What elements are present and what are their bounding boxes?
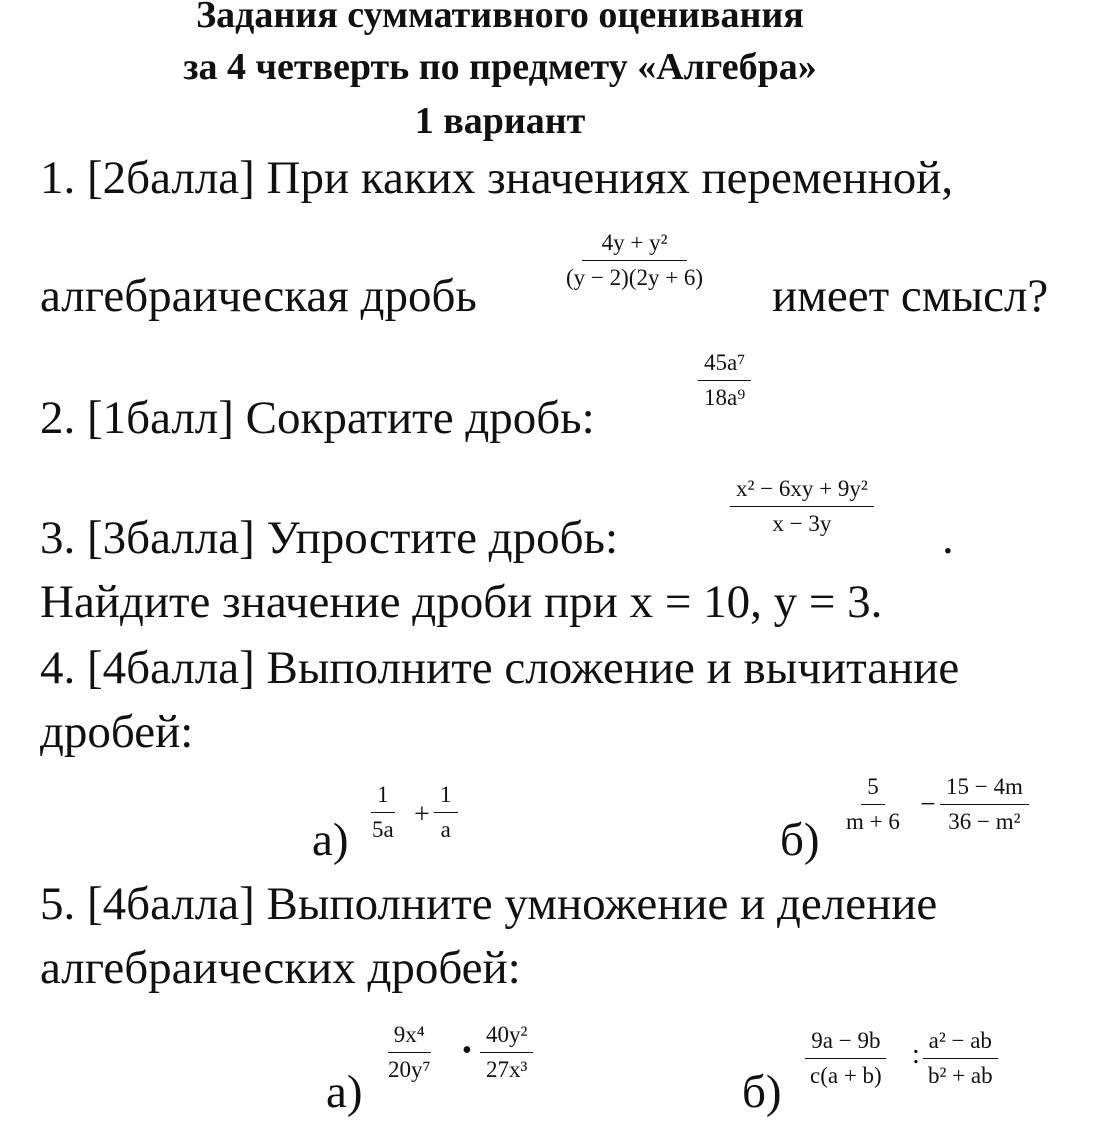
task2-fraction bbox=[698, 348, 751, 413]
header-title-line2: за 4 четверть по предмету «Алгебра» bbox=[183, 46, 817, 88]
task4-a-fraction1 bbox=[366, 780, 400, 845]
task2-fraction-numerator: 45a⁷ bbox=[698, 348, 751, 381]
task4-b-fraction2-denominator: 36 − m² bbox=[948, 809, 1021, 834]
task4-a-fraction1-denominator: 5a bbox=[372, 817, 394, 842]
task5-b-fraction2-numerator: a² − ab bbox=[923, 1026, 998, 1059]
task4-a-fraction2 bbox=[434, 780, 458, 845]
task2-fraction-denominator: 18a⁹ bbox=[704, 385, 746, 410]
task5-a-fraction2-numerator: 40y² bbox=[480, 1020, 533, 1053]
task1-question: 1. [2балла] При каких значениях переменной, bbox=[40, 152, 954, 204]
task1-text-prefix: алгебраическая дробь bbox=[40, 270, 477, 322]
task3-period: . bbox=[942, 512, 954, 564]
task2-question: 2. [1балл] Сократите дробь: bbox=[40, 392, 595, 444]
task1-text-suffix: имеет смысл? bbox=[772, 270, 1049, 322]
task1-fraction-numerator: 4y + y² bbox=[582, 228, 688, 261]
task4-a-label: а) bbox=[312, 814, 349, 866]
task4-a-fraction1-numerator: 1 bbox=[371, 780, 395, 813]
task4-a-operator: + bbox=[414, 799, 430, 830]
task4-b-fraction1 bbox=[840, 772, 906, 837]
task5-b-label: б) bbox=[742, 1066, 782, 1118]
task5-a-label: а) bbox=[326, 1066, 363, 1118]
task1-fraction bbox=[560, 228, 709, 293]
task5-b-fraction1-numerator: 9a − 9b bbox=[805, 1026, 886, 1059]
task4-question-cont: дробей: bbox=[40, 706, 194, 758]
task5-b-fraction1-denominator: c(a + b) bbox=[810, 1063, 882, 1088]
task3-fraction-numerator: x² − 6xy + 9y² bbox=[730, 474, 874, 507]
task3-fraction bbox=[730, 474, 874, 539]
task4-b-fraction1-numerator: 5 bbox=[861, 772, 885, 805]
task4-b-label: б) bbox=[780, 814, 820, 866]
task5-a-fraction2 bbox=[480, 1020, 533, 1085]
task5-question-cont: алгебраических дробей: bbox=[40, 942, 521, 994]
task4-b-fraction2-numerator: 15 − 4m bbox=[940, 772, 1029, 805]
task1-fraction-denominator: (y − 2)(2y + 6) bbox=[566, 265, 704, 290]
task5-a-fraction1-numerator: 9x⁴ bbox=[388, 1020, 431, 1053]
task4-b-fraction1-denominator: m + 6 bbox=[846, 809, 900, 834]
task5-question: 5. [4балла] Выполните умножение и деление bbox=[40, 878, 938, 930]
task5-a-operator: • bbox=[462, 1035, 472, 1066]
task3-evaluate: Найдите значение дроби при x = 10, y = 3. bbox=[40, 576, 883, 628]
task3-fraction-denominator: x − 3y bbox=[772, 511, 832, 536]
task4-a-fraction2-denominator: a bbox=[440, 817, 451, 842]
task5-b-operator: : bbox=[912, 1039, 920, 1070]
task4-b-operator: − bbox=[920, 789, 936, 820]
task5-a-fraction2-denominator: 27x³ bbox=[486, 1057, 528, 1082]
task4-question: 4. [4балла] Выполните сложение и вычитание bbox=[40, 642, 960, 694]
task4-a-fraction2-numerator: 1 bbox=[434, 780, 458, 813]
task5-a-fraction1-denominator: 20y⁷ bbox=[388, 1057, 431, 1082]
task5-b-fraction2-denominator: b² + ab bbox=[928, 1063, 993, 1088]
task5-a-fraction1 bbox=[382, 1020, 437, 1085]
task3-question: 3. [3балла] Упростите дробь: bbox=[40, 512, 618, 564]
task5-b-fraction1 bbox=[804, 1026, 888, 1091]
task5-b-fraction2 bbox=[922, 1026, 999, 1091]
header-title-line1: Задания суммативного оценивания bbox=[196, 0, 804, 36]
header-variant: 1 вариант bbox=[414, 100, 586, 142]
task4-b-fraction2 bbox=[940, 772, 1029, 837]
